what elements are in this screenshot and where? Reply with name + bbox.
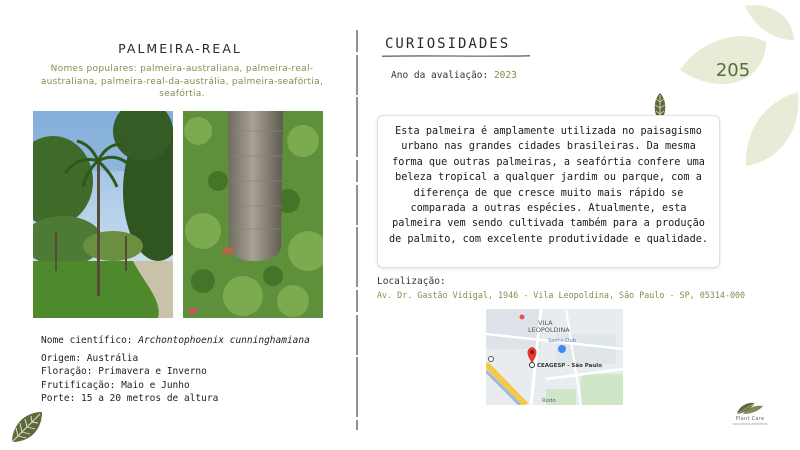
vertical-divider	[356, 30, 358, 430]
plant-care-logo	[726, 400, 774, 426]
plant-info	[41, 334, 341, 406]
map-label-pin: CEAGESP - São Paulo	[537, 363, 602, 369]
year-value: 2023	[493, 70, 517, 81]
evaluation-year	[391, 70, 517, 81]
curiosities-text: Esta palmeira é amplamente utilizada no paisagismo urbano nas grandes cidades brasileiras. Da mesma forma que outras palmeiras, a seafórtia confere uma beleza tropical a qualquer jardim ou parque, com a diferença de que cresce muito mais rápido se comparada a outras espécies. Atualmente, esta palmeira vem sendo cultivada também para a produção de palmito, com excelente produtividade e qualidade.	[377, 115, 720, 268]
title-underline	[382, 54, 530, 58]
curiosities-title: CURIOSIDADES	[385, 36, 511, 52]
location-label: Localização:	[377, 276, 446, 287]
year-label: Ano da avaliação:	[391, 70, 494, 81]
logo-icon	[735, 400, 765, 416]
map-label-store: Sam's Club	[548, 338, 576, 344]
logo-tagline: consultoria ambiental	[732, 422, 768, 426]
page-number: 205	[715, 60, 751, 81]
scientific-name-line	[41, 334, 341, 348]
scientific-label: Nome científico:	[41, 335, 139, 346]
fruiting: Frutificação: Maio e Junho	[41, 379, 190, 391]
size: Porte: 15 a 20 metros de altura	[41, 393, 219, 404]
logo-name: Plant Care	[735, 416, 765, 422]
plant-title: PALMEIRA-REAL	[118, 41, 242, 56]
popular-names: Nomes populares: palmeira-australiana, palmeira-real-australiana, palmeira-real-da-austrália, palmeira-seafórtia, seafórtia.	[40, 64, 324, 99]
location-map[interactable]	[486, 309, 623, 405]
scientific-name: Archontophoenix cunninghamiana	[138, 335, 310, 346]
palm-photo	[33, 111, 173, 318]
origin: Origem: Austrália	[41, 352, 139, 364]
trunk-photo	[183, 111, 323, 318]
leaf-icon	[8, 408, 46, 446]
location-address: Av. Dr. Gastão Vidigal, 1946 - Vila Leopoldina, São Paulo - SP, 05314-000	[377, 290, 746, 300]
map-label-district-2: LEOPOLDINA	[528, 326, 570, 334]
flowering: Floração: Primavera e Inverno	[41, 366, 207, 377]
map-label-road: Rodo	[542, 398, 556, 404]
map-label-district-1: VILA	[538, 319, 553, 327]
